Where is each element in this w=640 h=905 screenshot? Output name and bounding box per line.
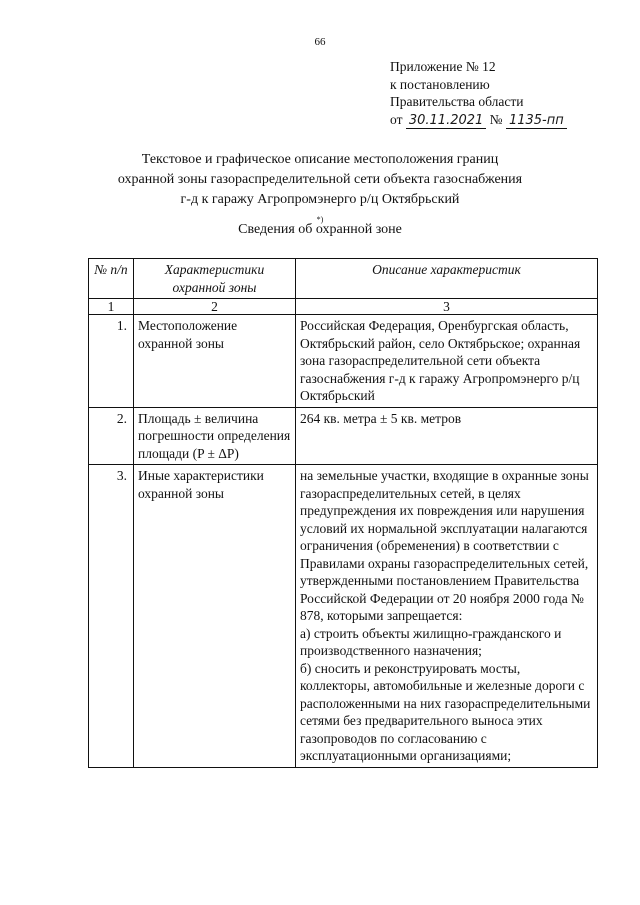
header-description: Описание характеристик: [296, 259, 598, 299]
header-num: № п/п: [89, 259, 134, 299]
appendix-block: [390, 58, 567, 129]
document-title: [100, 150, 540, 230]
description-item-b: б) сносить и реконструировать мосты, коллекторы, автомобильные и железные дороги с расположенными на них газораспределительными сетями без предварительного выноса этих газопроводов по согласованию с эксплуатационными организациями;: [300, 660, 591, 763]
index-cell-1: 1: [89, 299, 134, 315]
description-item-a: а) строить объекты жилищно-гражданского и производственного назначения;: [300, 625, 562, 658]
row-number: 1.: [89, 315, 134, 408]
footnote-mark: *): [316, 215, 324, 224]
description-paragraph: на земельные участки, входящие в охранные зоны газораспределительных сетей, в целях предупреждения их повреждения или нарушения условий их нормальной эксплуатации налагаются ограничения (обременения) в соответствии с Правилами охраны газораспределительных сетей, утвержденными постановлением Правительства Российской Федерации от 20 ноября 2000 года № 878, которыми запрещается:: [300, 468, 589, 623]
title-line-3-text: г-д к гаражу Агропромэнерго р/ц Октябрьский: [180, 192, 460, 207]
appendix-authority: Правительства области: [390, 94, 524, 109]
table-row: [89, 465, 598, 768]
handwritten-number: 1135-пп: [506, 114, 567, 129]
header-characteristic: Характеристики охранной зоны: [134, 259, 296, 299]
table-row: [89, 315, 598, 408]
protection-zone-table: [88, 258, 598, 768]
index-cell-3: 3: [296, 299, 598, 315]
page-number: 66: [314, 36, 326, 48]
title-line-2: охранной зоны газораспределительной сети объекта газоснабжения: [117, 172, 523, 187]
row-characteristic: Иные характеристики охранной зоны: [134, 465, 296, 768]
appendix-number: Приложение № 12: [390, 59, 496, 74]
row-number: 3.: [89, 465, 134, 768]
number-prefix: №: [489, 111, 503, 127]
title-line-1: Текстовое и графическое описание местоположения границ: [141, 152, 499, 167]
section-title: Сведения об охранной зоне: [238, 222, 402, 237]
row-characteristic: Местоположение охранной зоны: [134, 315, 296, 408]
row-number: 2.: [89, 407, 134, 465]
table-header-row: [89, 259, 598, 299]
date-prefix: от: [390, 111, 403, 127]
row-description: 264 кв. метра ± 5 кв. метров: [296, 407, 598, 465]
table-index-row: [89, 299, 598, 315]
appendix-resolution: к постановлению: [390, 76, 490, 92]
appendix-date-row: [390, 111, 567, 129]
row-description: Российская Федерация, Оренбургская область, Октябрьский район, село Октябрьское; охранная зона газораспределительной сети объекта газоснабжения г-д к гаражу Агропромэнерго р/ц Октябрьский: [296, 315, 598, 408]
table-row: [89, 407, 598, 465]
index-cell-2: 2: [134, 299, 296, 315]
row-description: [296, 465, 598, 768]
handwritten-date: 30.11.2021: [406, 114, 486, 129]
row-characteristic: Площадь ± величина погрешности определения площади (P ± ΔP): [134, 407, 296, 465]
